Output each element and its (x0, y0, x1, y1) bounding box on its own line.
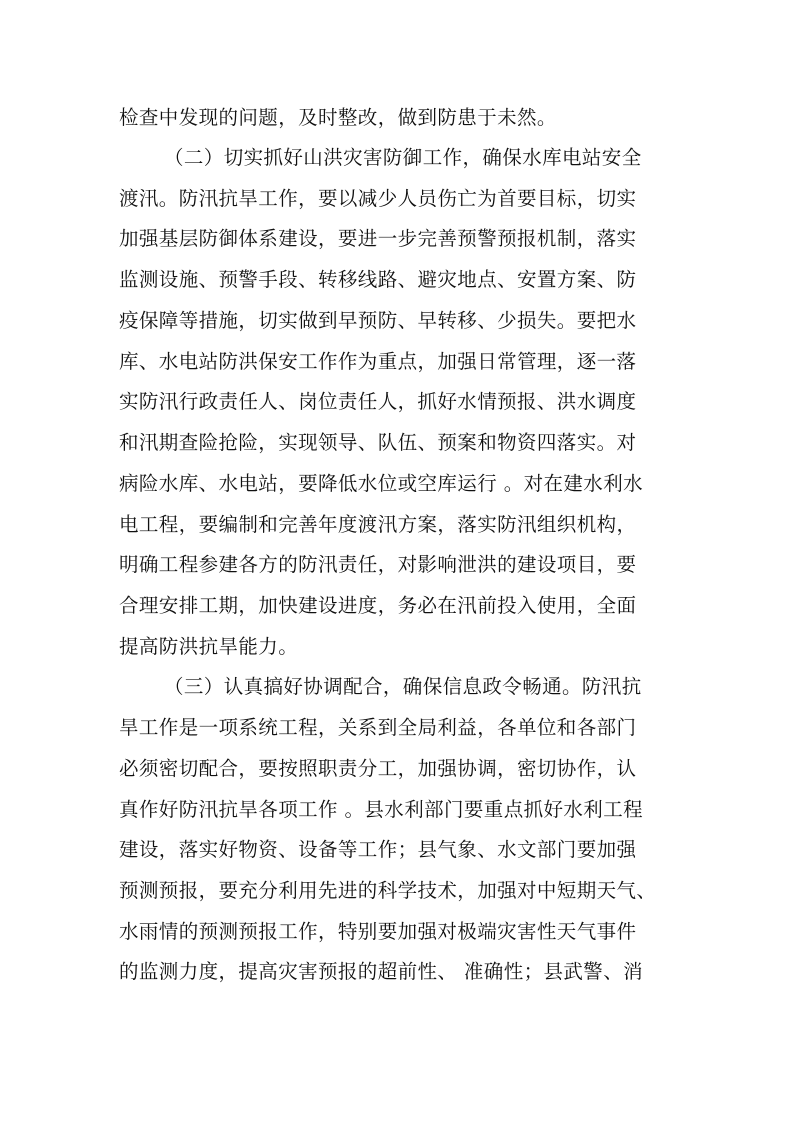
text-line: 明确工程参建各方的防汛责任，对影响泄洪的建设项目，要 (119, 553, 637, 576)
text-line: 实防汛行政责任人、岗位责任人，抓好水情预报、洪水调度 (119, 390, 637, 413)
text-line: 病险水库、水电站，要降低水位或空库运行 。对在建水利水 (119, 472, 643, 495)
text-line: 渡汛。防汛抗旱工作，要以减少人员伤亡为首要目标，切实 (119, 187, 637, 210)
text-line: 电工程，要编制和完善年度渡汛方案，落实防汛组织机构， (119, 513, 637, 536)
text-line: 必须密切配合，要按照职责分工，加强协调，密切协作，认 (119, 757, 637, 780)
text-line: 的监测力度，提高灾害预报的超前性、 准确性；县武警、消 (119, 960, 643, 983)
text-line: 预测预报，要充分利用先进的科学技术，加强对中短期天气、 (119, 879, 657, 902)
text-line: 和汛期查险抢险，实现领导、队伍、预案和物资四落实。对 (119, 431, 637, 454)
text-line: 提高防洪抗旱能力。 (119, 635, 299, 658)
text-line: 水雨情的预测预报工作，特别要加强对极端灾害性天气事件 (119, 920, 637, 943)
text-line: 旱工作是一项系统工程，关系到全局利益，各单位和各部门 (119, 716, 637, 739)
text-line: 建设，落实好物资、设备等工作；县气象、水文部门要加强 (119, 838, 637, 861)
text-line: 库、水电站防洪保安工作作为重点，加强日常管理，逐一落 (119, 350, 637, 373)
text-line: 加强基层防御体系建设，要进一步完善预警预报机制，落实 (119, 227, 637, 250)
text-line: 检查中发现的问题，及时整改，做到防患于未然。 (119, 106, 557, 129)
heading-section-2: （二）切实抓好山洪灾害防御工作，确保水库电站安全 (164, 146, 642, 169)
heading-section-3: （三）认真搞好协调配合，确保信息政令畅通。防汛抗 (164, 675, 642, 698)
text-line: 真作好防汛抗旱各项工作 。县水利部门要重点抓好水利工程 (119, 798, 643, 821)
text-line: 监测设施、预警手段、转移线路、避灾地点、安置方案、防 (119, 268, 637, 291)
text-line: 合理安排工期，加快建设进度，务必在汛前投入使用，全面 (119, 594, 637, 617)
text-line: 疫保障等措施，切实做到早预防、早转移、少损失。要把水 (119, 309, 637, 332)
